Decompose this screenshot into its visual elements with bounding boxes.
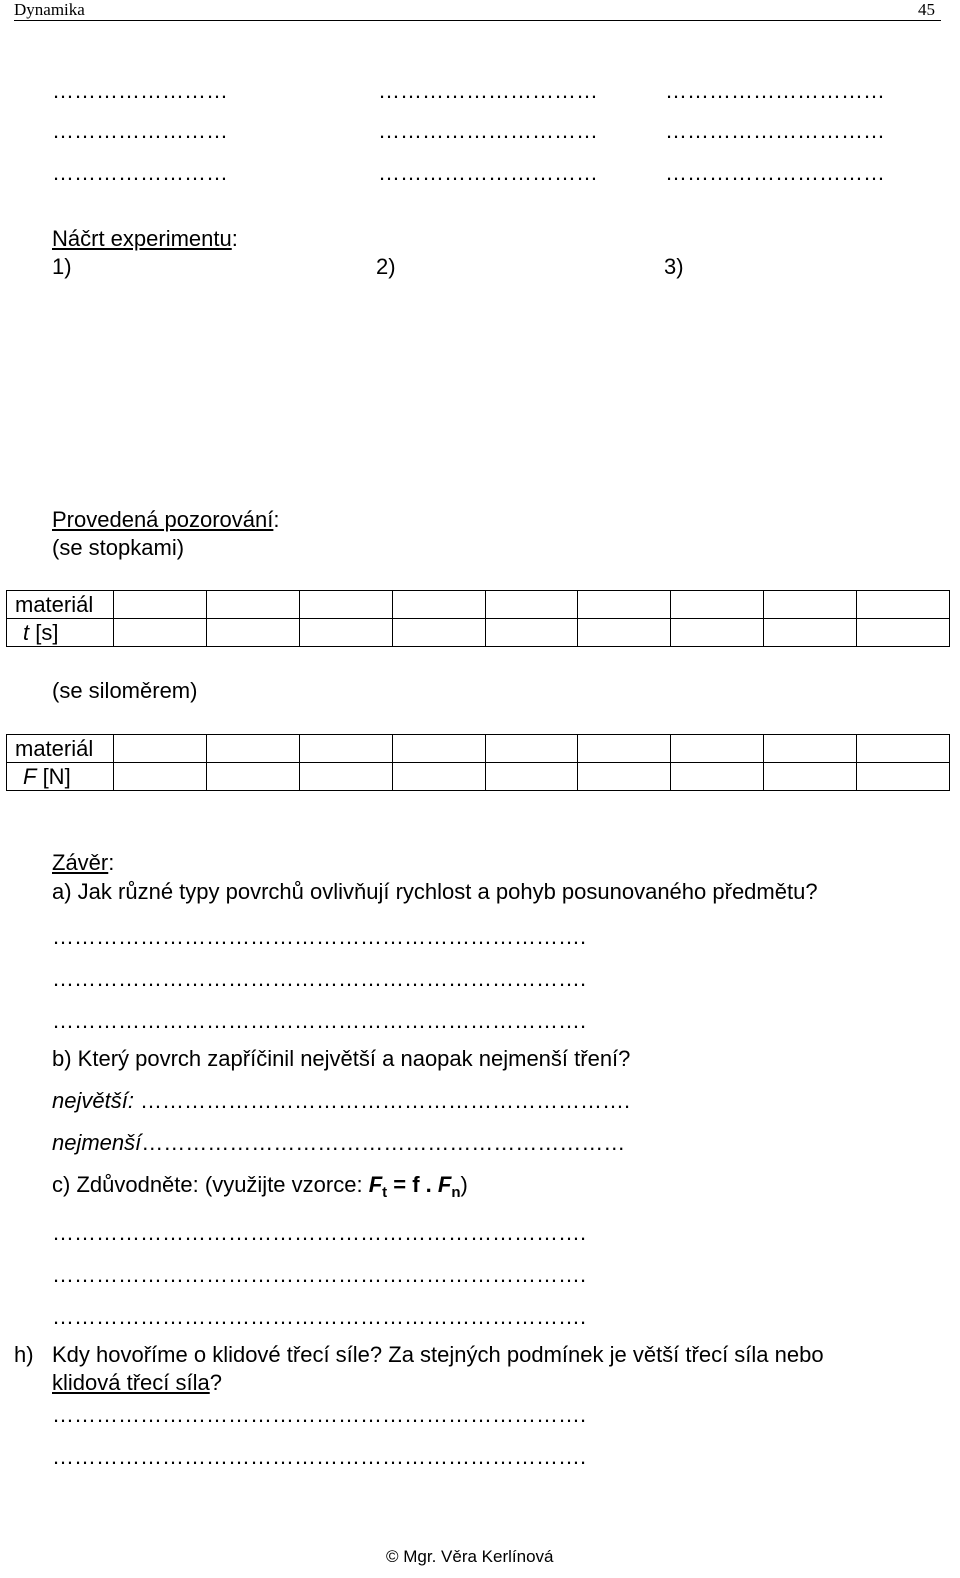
question-a: a) Jak různé typy povrchů ovlivňují rychlost a pohyb posunovaného předmětu? <box>52 879 818 904</box>
question-b: b) Který povrch zapříčinil největší a naopak nejmenší tření? <box>52 1046 631 1071</box>
answer-line-a1: ………………………………………………………………. <box>52 924 587 949</box>
table-stopwatch <box>6 590 950 647</box>
table-cell[interactable] <box>206 619 299 647</box>
table-cell[interactable] <box>206 735 299 763</box>
header-rule <box>14 20 941 21</box>
sketch-label-3: 3) <box>664 254 684 279</box>
table-cell[interactable] <box>392 591 485 619</box>
answer-line-a2: ………………………………………………………………. <box>52 966 587 991</box>
dots-r2-c3: ………………………… <box>665 118 885 143</box>
table-row <box>7 619 950 647</box>
table-cell[interactable] <box>299 763 392 791</box>
dots-r1-c3: ………………………… <box>665 78 885 103</box>
answer-line-c2: ………………………………………………………………. <box>52 1262 587 1287</box>
table-cell[interactable] <box>671 591 764 619</box>
table-row <box>7 591 950 619</box>
answer-line-h2: ………………………………………………………………. <box>52 1444 587 1469</box>
dots-r1-c2: ………………………… <box>378 78 598 103</box>
page-number: 45 <box>918 0 935 19</box>
table-cell[interactable] <box>114 591 207 619</box>
dots-min: ………………………………………………………… <box>141 1130 626 1155</box>
question-h-line1: Kdy hovoříme o klidové třecí síle? Za stejných podmínek je větší třecí síla nebo <box>52 1342 824 1367</box>
sketch-label-2: 2) <box>376 254 396 279</box>
table-cell-label: materiál <box>7 735 114 763</box>
table-cell[interactable] <box>114 763 207 791</box>
table-cell[interactable] <box>764 591 857 619</box>
table-cell[interactable] <box>764 735 857 763</box>
question-h-label: h) <box>14 1342 34 1367</box>
table-cell[interactable] <box>671 763 764 791</box>
table-cell[interactable] <box>299 591 392 619</box>
table-row <box>7 763 950 791</box>
table-cell[interactable] <box>857 619 950 647</box>
dots-r2-c1: …………………… <box>52 118 228 143</box>
label-min: nejmenší <box>52 1130 142 1155</box>
unit-N: [N] <box>36 763 71 789</box>
table-cell[interactable] <box>671 735 764 763</box>
observations-heading <box>52 507 280 533</box>
stopwatch-note: (se stopkami) <box>52 535 185 560</box>
answer-min <box>52 1130 625 1156</box>
answer-line-c3: ………………………………………………………………. <box>52 1304 587 1329</box>
question-h-underlined: klidová třecí síla <box>52 1370 210 1395</box>
table-cell[interactable] <box>299 735 392 763</box>
c-suffix: ) <box>460 1172 468 1197</box>
table-cell-label <box>7 619 114 647</box>
table-cell[interactable] <box>578 591 671 619</box>
dots-r3-c3: ………………………… <box>665 160 885 185</box>
table-cell[interactable] <box>857 591 950 619</box>
answer-line-a3: ………………………………………………………………. <box>52 1008 587 1033</box>
table-cell[interactable] <box>578 619 671 647</box>
answer-line-c1: ………………………………………………………………. <box>52 1220 587 1245</box>
table-cell[interactable] <box>857 735 950 763</box>
table-cell[interactable] <box>206 591 299 619</box>
table-cell[interactable] <box>392 735 485 763</box>
unit-s: [s] <box>29 619 59 645</box>
table-row <box>7 735 950 763</box>
dots-r1-c1: …………………… <box>52 78 228 103</box>
label-max: největší: <box>52 1088 134 1113</box>
question-h-qmark: ? <box>209 1370 222 1395</box>
observations-colon: : <box>273 507 280 532</box>
table-cell[interactable] <box>485 735 578 763</box>
table-cell-label <box>7 763 114 791</box>
dots-max: …………………………………………………………. <box>133 1088 631 1113</box>
formula-F1: F <box>368 1172 383 1197</box>
chapter-title: Dynamika <box>14 0 85 19</box>
table-cell[interactable] <box>857 763 950 791</box>
answer-max <box>52 1088 630 1114</box>
observations-title: Provedená pozorování <box>52 507 274 532</box>
table-cell[interactable] <box>485 763 578 791</box>
conclusion-title: Závěr <box>52 850 109 875</box>
table-cell[interactable] <box>764 763 857 791</box>
table-cell[interactable] <box>671 619 764 647</box>
sketch-title: Náčrt experimentu <box>52 226 232 251</box>
formula-sub-t: t <box>382 1184 388 1201</box>
table-cell[interactable] <box>578 763 671 791</box>
var-F: F <box>23 763 37 789</box>
table-forcemeter <box>6 734 950 791</box>
c-prefix: c) Zdůvodněte: (využijte vzorce: <box>52 1172 369 1197</box>
forcemeter-note: (se siloměrem) <box>52 678 198 703</box>
answer-line-h1: ………………………………………………………………. <box>52 1402 587 1427</box>
question-c <box>52 1172 468 1201</box>
table-cell[interactable] <box>114 619 207 647</box>
table-cell[interactable] <box>485 591 578 619</box>
conclusion-colon: : <box>108 850 115 875</box>
table-cell[interactable] <box>485 619 578 647</box>
footer-author: © Mgr. Věra Kerlínová <box>386 1547 554 1566</box>
table-cell[interactable] <box>578 735 671 763</box>
formula-sub-n: n <box>451 1184 461 1201</box>
sketch-label-1: 1) <box>52 254 72 279</box>
table-cell-label: materiál <box>7 591 114 619</box>
sketch-heading <box>52 226 238 252</box>
table-cell[interactable] <box>392 619 485 647</box>
question-h-line2 <box>52 1370 222 1396</box>
table-cell[interactable] <box>206 763 299 791</box>
dots-r3-c1: …………………… <box>52 160 228 185</box>
table-cell[interactable] <box>392 763 485 791</box>
var-t: t <box>23 619 30 645</box>
table-cell[interactable] <box>114 735 207 763</box>
sketch-colon: : <box>231 226 238 251</box>
table-cell[interactable] <box>764 619 857 647</box>
dots-r3-c2: ………………………… <box>378 160 598 185</box>
formula-F2: F <box>437 1172 452 1197</box>
formula-mid: = f . <box>387 1172 438 1197</box>
dots-r2-c2: ………………………… <box>378 118 598 143</box>
table-cell[interactable] <box>299 619 392 647</box>
conclusion-heading <box>52 850 114 876</box>
